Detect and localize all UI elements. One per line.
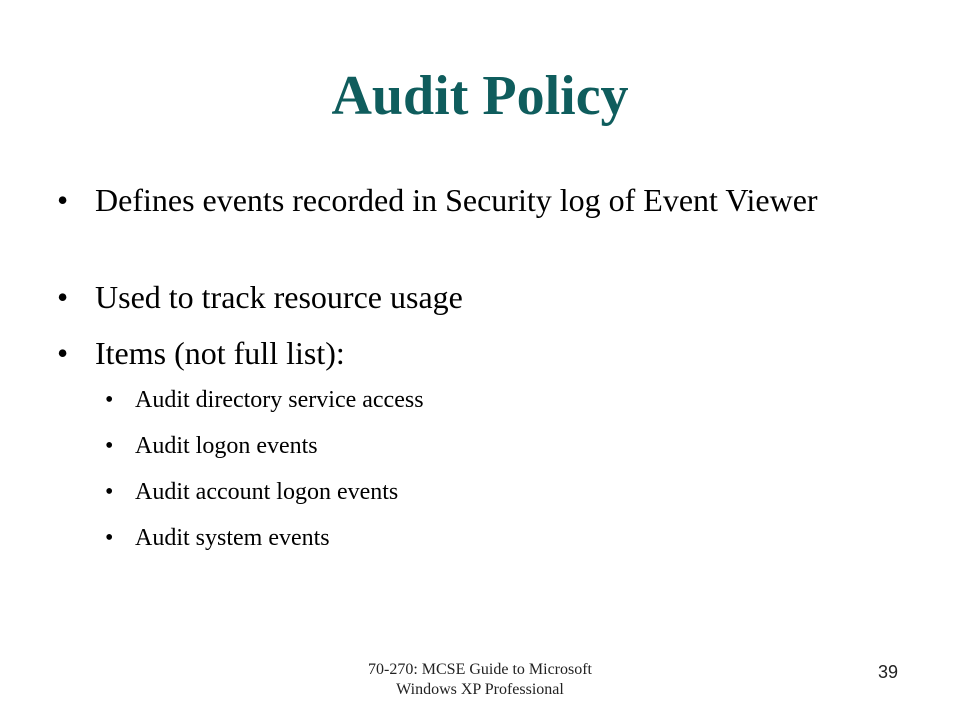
bullet-text: Audit system events <box>135 525 330 551</box>
bullet-dot-icon: • <box>57 182 69 218</box>
bullet-text: Audit directory service access <box>135 387 424 413</box>
bullet-item <box>57 180 855 220</box>
page-number: 39 <box>877 662 899 682</box>
sub-bullet-item <box>105 522 835 554</box>
footer-text: 70-270: MCSE Guide to Microsoft Windows XP Professional <box>368 661 592 698</box>
bullet-text: Items (not full list): <box>95 335 345 371</box>
bullet-text: Defines events recorded in Security log of Event Viewer <box>95 182 818 218</box>
bullet-item <box>57 277 855 317</box>
bullet-text: Used to track resource usage <box>95 279 463 315</box>
slide-title: Audit Policy <box>331 65 629 127</box>
bullet-dot-icon: • <box>105 479 114 505</box>
sub-bullet-item <box>105 430 835 462</box>
bullet-dot-icon: • <box>105 525 114 551</box>
bullet-text: Audit logon events <box>135 433 318 459</box>
sub-bullet-item <box>105 476 835 508</box>
bullet-dot-icon: • <box>105 387 114 413</box>
sub-bullet-item <box>105 384 835 416</box>
bullet-dot-icon: • <box>105 433 114 459</box>
bullet-dot-icon: • <box>57 335 69 371</box>
bullet-text: Audit account logon events <box>135 479 399 505</box>
bullet-item <box>57 333 855 373</box>
bullet-dot-icon: • <box>57 279 69 315</box>
